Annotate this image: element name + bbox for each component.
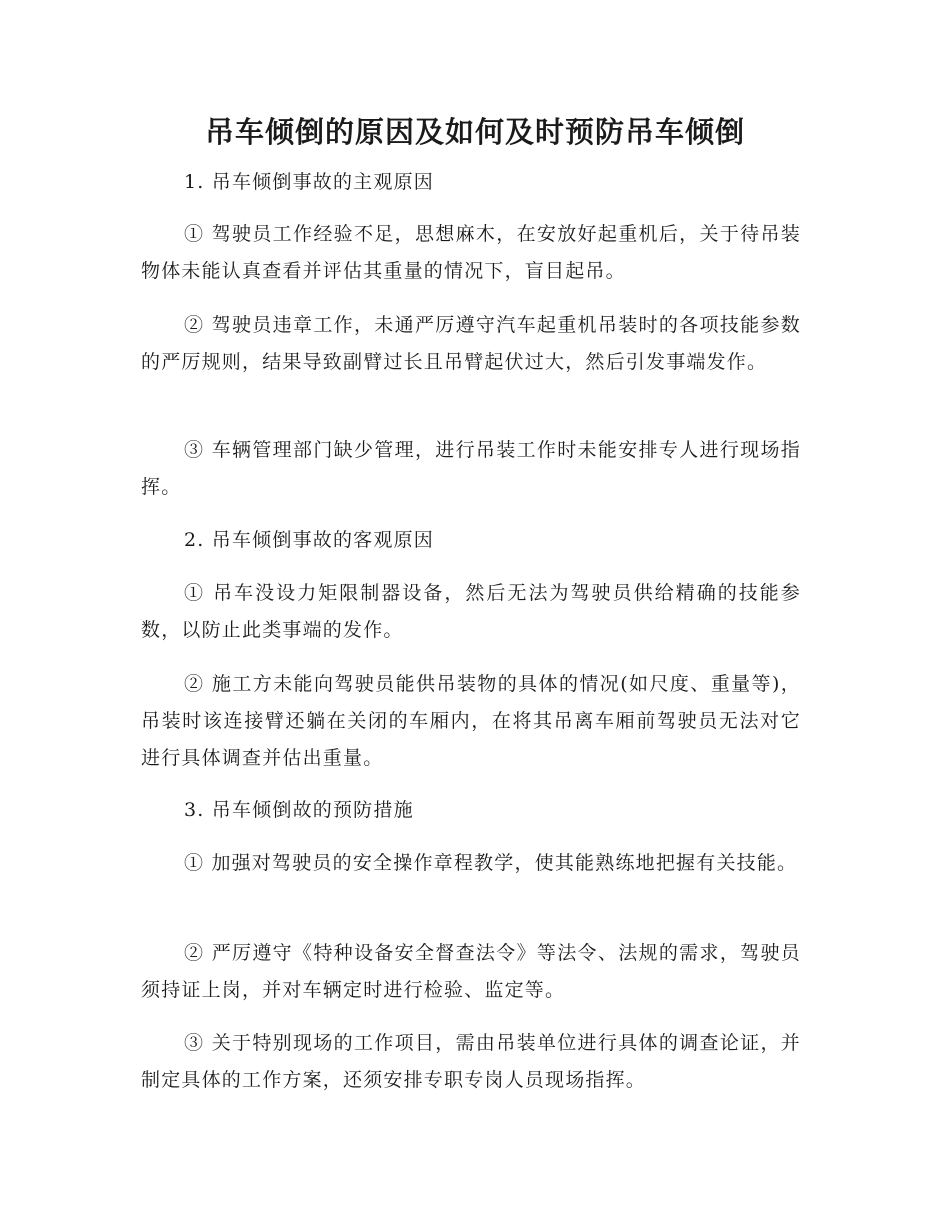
paragraph-3-2: ② 严厉遵守《特种设备安全督查法令》等法令、法规的需求，驾驶员须持证上岗，并对车辆定时进行检验、监定等。 (141, 942, 801, 1001)
section-heading-3: 3. 吊车倾倒故的预防措施 (184, 799, 414, 821)
paragraph-1-1: ① 驾驶员工作经验不足，思想麻木，在安放好起重机后，关于待吊装物体未能认真查看并评估其重量的情况下，盲目起吊。 (141, 223, 801, 282)
section-heading-1: 1. 吊车倾倒事故的主观原因 (184, 171, 434, 193)
paragraph-1-2: ② 驾驶员违章工作，未通严厉遵守汽车起重机吊装时的各项技能参数的严厉规则，结果导致副臂过长且吊臂起伏过大，然后引发事端发作。 (141, 314, 801, 373)
document-title: 吊车倾倒的原因及如何及时预防吊车倾倒 (204, 115, 745, 149)
paragraph-2-2: ② 施工方未能向驾驶员能供吊装物的具体的情况(如尺度、重量等)，吊装时该连接臂还躺在关闭的车厢内，在将其吊离车厢前驾驶员无法对它进行具体调查并估出重量。 (141, 673, 801, 769)
section-heading-2: 2. 吊车倾倒事故的客观原因 (184, 529, 434, 551)
paragraph-2-1: ① 吊车没设力矩限制器设备，然后无法为驾驶员供给精确的技能参数，以防止此类事端的发作。 (141, 582, 801, 641)
paragraph-1-3: ③ 车辆管理部门缺少管理，进行吊装工作时未能安排专人进行现场指挥。 (141, 439, 801, 498)
paragraph-3-1: ① 加强对驾驶员的安全操作章程教学，使其能熟练地把握有关技能。 (184, 852, 798, 874)
paragraph-3-3: ③ 关于特别现场的工作项目，需由吊装单位进行具体的调查论证，并制定具体的工作方案，还须安排专职专岗人员现场指挥。 (141, 1032, 801, 1091)
